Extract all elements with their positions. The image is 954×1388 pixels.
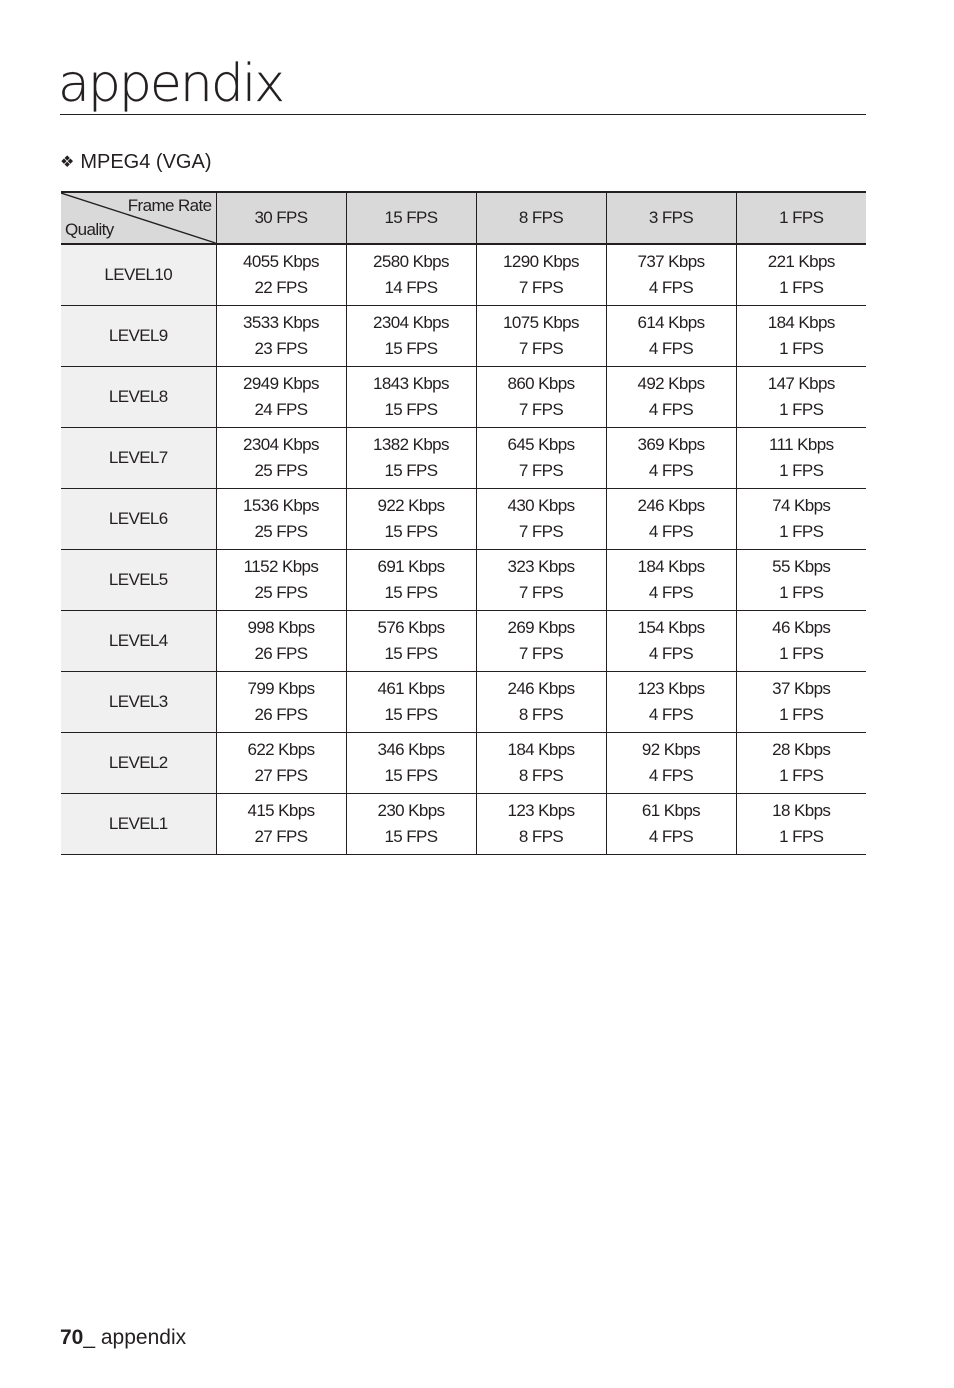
fps-value: 4 FPS: [648, 826, 694, 846]
column-header-text: 8 FPS: [518, 208, 564, 227]
bitrate-value: 415 Kbps: [247, 800, 315, 820]
footer-label: appendix: [100, 1326, 187, 1349]
table-cell: [346, 366, 476, 427]
bitrate-value: 1382 Kbps: [373, 434, 449, 454]
bitrate-value: 269 Kbps: [507, 617, 575, 637]
table-cell: [736, 610, 866, 671]
fps-value: 14 FPS: [384, 277, 438, 297]
bitrate-value: 4055 Kbps: [243, 251, 319, 271]
fps-value: 8 FPS: [518, 704, 564, 724]
fps-value: 1 FPS: [779, 338, 824, 358]
fps-value: 4 FPS: [648, 338, 694, 358]
bitrate-value: 922 Kbps: [377, 495, 445, 515]
bitrate-value: 323 Kbps: [507, 556, 575, 576]
fps-value: 4 FPS: [648, 765, 694, 785]
bitrate-value: 28 Kbps: [772, 739, 831, 759]
bitrate-value: 2580 Kbps: [373, 251, 449, 271]
page-number: 70: [60, 1326, 84, 1349]
bitrate-value: 737 Kbps: [637, 251, 705, 271]
table-cell: [216, 244, 346, 305]
fps-value: 4 FPS: [648, 521, 694, 541]
row-label: LEVEL7: [61, 427, 216, 488]
bitrate-table: [61, 191, 866, 855]
row-label: LEVEL4: [61, 610, 216, 671]
bitrate-value: 154 Kbps: [637, 617, 705, 637]
column-header: [216, 192, 346, 244]
column-header: [736, 192, 866, 244]
table-cell: [346, 610, 476, 671]
table-cell: [476, 793, 606, 854]
column-header-text: 1 FPS: [779, 208, 824, 227]
fps-value: 1 FPS: [779, 826, 824, 846]
fps-value: 7 FPS: [518, 521, 564, 541]
table-cell: [606, 488, 736, 549]
fps-value: 4 FPS: [648, 277, 694, 297]
column-header: [606, 192, 736, 244]
table-row: [61, 366, 866, 427]
table-row: [61, 732, 866, 793]
table-cell: [476, 244, 606, 305]
fps-value: 25 FPS: [254, 460, 308, 480]
table-cell: [736, 671, 866, 732]
table-cell: [736, 366, 866, 427]
fps-value: 15 FPS: [384, 521, 438, 541]
table-cell: [476, 366, 606, 427]
table-cell: [606, 549, 736, 610]
table-cell: [606, 671, 736, 732]
bitrate-value: 147 Kbps: [767, 373, 835, 393]
column-header-text: 30 FPS: [254, 208, 308, 227]
bitrate-value: 576 Kbps: [377, 617, 445, 637]
column-header: [476, 192, 606, 244]
bitrate-value: 799 Kbps: [247, 678, 315, 698]
table-row: [61, 549, 866, 610]
table-cell: [606, 732, 736, 793]
diamond-bullet-icon: ❖: [60, 154, 75, 171]
bitrate-value: 346 Kbps: [377, 739, 445, 759]
bitrate-value: 430 Kbps: [507, 495, 575, 515]
table-cell: [476, 671, 606, 732]
row-label: LEVEL5: [61, 549, 216, 610]
fps-value: 4 FPS: [648, 399, 694, 419]
table-row: [61, 610, 866, 671]
fps-value: 15 FPS: [384, 399, 438, 419]
table-cell: [216, 427, 346, 488]
table-cell: [346, 427, 476, 488]
bitrate-value: 1843 Kbps: [373, 373, 449, 393]
bitrate-value: 123 Kbps: [637, 678, 705, 698]
bitrate-value: 1536 Kbps: [243, 495, 319, 515]
table-row: [61, 244, 866, 305]
column-header: [346, 192, 476, 244]
table-row: [61, 671, 866, 732]
bitrate-value: 184 Kbps: [637, 556, 705, 576]
fps-value: 7 FPS: [518, 338, 564, 358]
table-cell: [216, 732, 346, 793]
fps-value: 7 FPS: [518, 643, 564, 663]
fps-value: 26 FPS: [254, 704, 308, 724]
fps-value: 15 FPS: [384, 826, 438, 846]
fps-value: 23 FPS: [254, 338, 308, 358]
frame-rate-label: Frame Rate: [127, 196, 212, 215]
bitrate-value: 1152 Kbps: [243, 556, 319, 576]
fps-value: 1 FPS: [779, 582, 824, 602]
fps-value: 15 FPS: [384, 460, 438, 480]
bitrate-value: 645 Kbps: [507, 434, 575, 454]
table-cell: [476, 549, 606, 610]
fps-value: 4 FPS: [648, 643, 694, 663]
table-cell: [606, 427, 736, 488]
bitrate-value: 2304 Kbps: [243, 434, 319, 454]
table-cell: [346, 793, 476, 854]
table-row: [61, 793, 866, 854]
table-cell: [476, 610, 606, 671]
row-label: LEVEL10: [61, 244, 216, 305]
bitrate-value: 461 Kbps: [377, 678, 445, 698]
fps-value: 7 FPS: [518, 582, 564, 602]
fps-value: 4 FPS: [648, 460, 694, 480]
table-cell: [736, 732, 866, 793]
page-header: [58, 54, 866, 115]
table-cell: [346, 671, 476, 732]
fps-value: 27 FPS: [254, 826, 308, 846]
table-cell: [346, 244, 476, 305]
table-cell: [216, 366, 346, 427]
fps-value: 22 FPS: [254, 277, 308, 297]
table-cell: [216, 671, 346, 732]
bitrate-value: 998 Kbps: [247, 617, 315, 637]
table-cell: [736, 305, 866, 366]
table-cell: [216, 488, 346, 549]
bitrate-value: 691 Kbps: [377, 556, 445, 576]
table-cell: [606, 610, 736, 671]
bitrate-value: 37 Kbps: [772, 678, 831, 698]
bitrate-value: 622 Kbps: [247, 739, 315, 759]
fps-value: 1 FPS: [779, 643, 824, 663]
bitrate-value: 3533 Kbps: [243, 312, 319, 332]
table-cell: [476, 488, 606, 549]
fps-value: 4 FPS: [648, 582, 694, 602]
table-cell: [736, 244, 866, 305]
bitrate-value: 369 Kbps: [637, 434, 705, 454]
table-cell: [346, 549, 476, 610]
bitrate-value: 1075 Kbps: [503, 312, 579, 332]
fps-value: 7 FPS: [518, 460, 564, 480]
row-label: LEVEL6: [61, 488, 216, 549]
table-row: [61, 488, 866, 549]
bitrate-value: 230 Kbps: [377, 800, 445, 820]
column-header-text: 15 FPS: [384, 208, 438, 227]
bitrate-value: 246 Kbps: [637, 495, 705, 515]
table-cell: [606, 244, 736, 305]
table-cell: [606, 366, 736, 427]
section-heading-text: MPEG4 (VGA): [80, 151, 212, 173]
fps-value: 1 FPS: [779, 521, 824, 541]
table-cell: [736, 549, 866, 610]
table-cell: [736, 488, 866, 549]
table-row: [61, 427, 866, 488]
table-cell: [476, 732, 606, 793]
bitrate-value: 92 Kbps: [641, 739, 701, 759]
table-row: [61, 305, 866, 366]
table-cell: [346, 488, 476, 549]
fps-value: 15 FPS: [384, 338, 438, 358]
fps-value: 1 FPS: [779, 704, 824, 724]
bitrate-value: 2304 Kbps: [373, 312, 449, 332]
table-body: [61, 244, 866, 854]
bitrate-value: 123 Kbps: [507, 800, 575, 820]
table-cell: [216, 305, 346, 366]
table-cell: [346, 305, 476, 366]
fps-value: 1 FPS: [779, 460, 824, 480]
bitrate-value: 2949 Kbps: [243, 373, 319, 393]
row-label: LEVEL2: [61, 732, 216, 793]
row-label: LEVEL9: [61, 305, 216, 366]
row-label: LEVEL1: [61, 793, 216, 854]
bitrate-value: 74 Kbps: [772, 495, 831, 515]
fps-value: 8 FPS: [518, 826, 564, 846]
fps-value: 4 FPS: [648, 704, 694, 724]
bitrate-value: 860 Kbps: [507, 373, 575, 393]
fps-value: 15 FPS: [384, 582, 438, 602]
page-title: appendix: [58, 54, 284, 114]
bitrate-value: 184 Kbps: [767, 312, 835, 332]
table-cell: [606, 793, 736, 854]
bitrate-value: 61 Kbps: [641, 800, 701, 820]
bitrate-value: 184 Kbps: [507, 739, 575, 759]
fps-value: 24 FPS: [254, 399, 308, 419]
bitrate-value: 55 Kbps: [772, 556, 831, 576]
page-footer: [60, 1325, 186, 1351]
section-heading: [60, 150, 211, 176]
fps-value: 15 FPS: [384, 765, 438, 785]
fps-value: 27 FPS: [254, 765, 308, 785]
bitrate-value: 221 Kbps: [767, 251, 835, 271]
bitrate-value: 1290 Kbps: [503, 251, 579, 271]
table-cell: [216, 793, 346, 854]
table-cell: [216, 549, 346, 610]
fps-value: 15 FPS: [384, 704, 438, 724]
bitrate-value: 614 Kbps: [637, 312, 705, 332]
row-label: LEVEL8: [61, 366, 216, 427]
bitrate-value: 18 Kbps: [772, 800, 831, 820]
fps-value: 7 FPS: [518, 277, 564, 297]
fps-value: 26 FPS: [254, 643, 308, 663]
fps-value: 1 FPS: [779, 277, 824, 297]
bitrate-value: 46 Kbps: [772, 617, 831, 637]
table-cell: [736, 793, 866, 854]
table-cell: [736, 427, 866, 488]
table-cell: [476, 305, 606, 366]
table-cell: [606, 305, 736, 366]
table-cell: [476, 427, 606, 488]
fps-value: 7 FPS: [518, 399, 564, 419]
fps-value: 15 FPS: [384, 643, 438, 663]
fps-value: 25 FPS: [254, 582, 308, 602]
footer-separator: _: [83, 1326, 101, 1349]
fps-value: 1 FPS: [779, 765, 824, 785]
fps-value: 25 FPS: [254, 521, 308, 541]
row-label: LEVEL3: [61, 671, 216, 732]
bitrate-value: 492 Kbps: [637, 373, 705, 393]
table-cell: [346, 732, 476, 793]
fps-value: 1 FPS: [779, 399, 824, 419]
bitrate-value: 111 Kbps: [768, 434, 834, 454]
table-header-row: [61, 192, 866, 244]
fps-value: 8 FPS: [518, 765, 564, 785]
table-cell: [216, 610, 346, 671]
column-header-text: 3 FPS: [648, 208, 694, 227]
table-corner-cell: [61, 192, 216, 244]
quality-label: Quality: [65, 220, 114, 239]
bitrate-value: 246 Kbps: [507, 678, 575, 698]
